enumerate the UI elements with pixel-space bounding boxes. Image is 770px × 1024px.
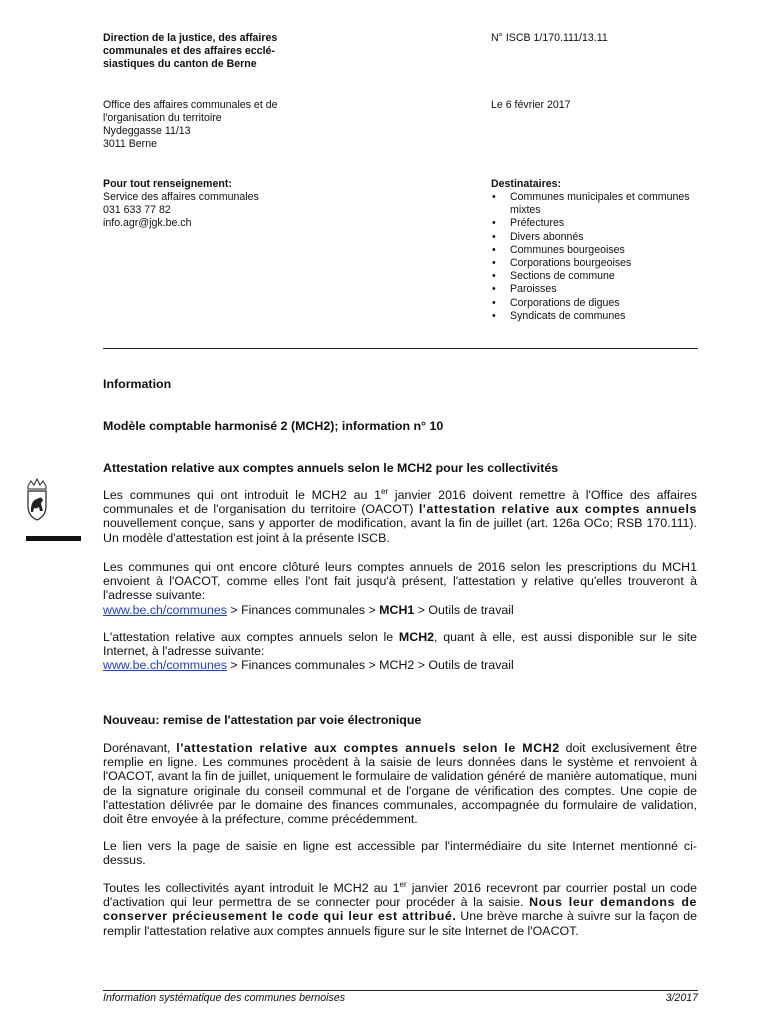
canton-bern-crest-icon [26, 478, 48, 522]
paragraph-activation-code [103, 881, 697, 938]
text: nouvellement conçue, sans y apporter de modification, avant la fin de juillet (art. 126a OCo; RSB 170.111). Un modèle d'attestation est joint à la présente ISCB. [103, 516, 697, 545]
text: Une brève marche à suivre sur la façon de remplir l'attestation relative aux comptes annuels figure sur le site Internet de l'OACOT. [103, 909, 697, 938]
contact-phone: 031 633 77 82 [103, 204, 171, 216]
text: Dorénavant, [103, 741, 177, 755]
text: janvier 2016 doivent remettre à l'Office des affaires communales et de l'organisation du territoire (OACOT) [103, 488, 697, 517]
contact-service: Service des affaires communales [103, 191, 259, 203]
text: Les communes qui ont introduit le MCH2 au 1 [103, 488, 382, 502]
sender-line: siastiques du canton de Berne [103, 58, 257, 70]
paragraph-link-info [103, 839, 697, 867]
recipient-item: • Communes municipales et communes [491, 191, 721, 204]
recipient-item: • Divers abonnés [491, 231, 721, 244]
office-line: l'organisation du territoire [103, 112, 222, 124]
text: > Outils de travail [414, 602, 514, 617]
recipient-item: • Corporations de digues [491, 297, 721, 310]
recipient-item: • Syndicats de communes [491, 310, 721, 323]
section-heading-nouveau: Nouveau: remise de l'attestation par voie électronique [103, 713, 422, 727]
reference-number: N° ISCB 1/170.111/13.11 [491, 32, 608, 44]
section-heading-information: Information [103, 377, 172, 391]
emphasis: MCH1 [379, 602, 415, 617]
contact-title: Pour tout renseignement: [103, 178, 232, 190]
section-heading-model: Modèle comptable harmonisé 2 (MCH2); information n° 10 [103, 419, 444, 433]
office-address [103, 99, 333, 151]
text: > Finances communales > [226, 602, 380, 617]
text: Le lien vers la page de saisie en ligne est accessible par l'intermédiaire du site Internet mentionné ci-dessus. [103, 839, 697, 868]
header-divider [103, 348, 698, 349]
paragraph-intro [103, 488, 697, 545]
text: Toutes les collectivités ayant introduit le MCH2 au 1 [103, 881, 400, 895]
sender-line: Direction de la justice, des affaires [103, 32, 278, 44]
recipients-block [491, 178, 721, 323]
text: L'attestation relative aux comptes annuels selon le [103, 630, 399, 644]
contact-email: info.agr@jgk.be.ch [103, 217, 192, 229]
recipient-item: • Corporations bourgeoises [491, 257, 721, 270]
text: > Finances communales > MCH2 > Outils de travail [226, 658, 514, 673]
recipient-item: • Sections de commune [491, 270, 721, 283]
emphasis: Nous leur demandons de conserver précieusement le code qui leur est attribué. [103, 895, 697, 924]
emphasis: l'attestation relative aux comptes annuels [418, 502, 697, 517]
recipient-item: • Paroisses [491, 283, 721, 296]
text: doit exclusivement être remplie en ligne. Les communes procèdent à la saisie de leurs données dans le système et renvoient à l'OACOT, avant la fin de juillet, uniquement le formulaire de validation généré de manière automatique, muni de la signature originale du conseil communal et de l'organe de vérification des comptes. Une copie de l'attestation délivrée par le domaine des finances communales, accompagnée du formulaire de validation, doit être envoyée à la préfecture, comme précédemment. [103, 741, 697, 827]
text: Les communes qui ont encore clôturé leurs comptes annuels de 2016 selon les prescriptions du MCH1 envoient à l'OACOT, comme elles l'ont fait jusqu'à présent, l'attestation y relative qu'elles trouveront à l'adresse suivante: [103, 560, 697, 603]
paragraph-electronic [103, 741, 697, 826]
footer-issue: 3/2017 [665, 992, 698, 1004]
recipient-item: • Communes bourgeoises [491, 244, 721, 257]
communes-link[interactable]: www.be.ch/communes [103, 602, 227, 617]
text: , quant à elle, est aussi disponible sur le site Internet, à l'adresse suivante: [103, 630, 698, 659]
footer-title: Information systématique des communes bernoises [103, 992, 346, 1004]
section-heading-attestation: Attestation relative aux comptes annuels selon le MCH2 pour les collectivités [103, 461, 559, 475]
sender-block [103, 32, 333, 71]
superscript: er [399, 880, 407, 889]
recipients-list [491, 191, 721, 323]
text: janvier 2016 recevront par courrier postal un code d'activation qui leur permettra de se connecter pour procéder à la saisie. [103, 881, 697, 910]
emphasis: MCH2 [398, 630, 435, 644]
sender-line: communales et des affaires ecclé- [103, 45, 275, 57]
communes-link[interactable]: www.be.ch/communes [103, 658, 227, 673]
crest-bar [26, 536, 81, 541]
office-line: 3011 Berne [103, 138, 157, 150]
recipient-item: • Préfectures [491, 217, 721, 230]
office-line: Office des affaires communales et de [103, 99, 278, 111]
office-line: Nydeggasse 11/13 [103, 125, 191, 137]
footer-divider [103, 990, 698, 991]
letter-date: Le 6 février 2017 [491, 99, 571, 111]
paragraph-mch1 [103, 560, 697, 617]
superscript: er [381, 487, 389, 496]
recipients-title: Destinataires: [491, 178, 562, 190]
contact-block [103, 178, 343, 230]
emphasis: l'attestation relative aux comptes annuels selon le MCH2 [176, 741, 560, 755]
recipient-item-continuation: mixtes [510, 204, 541, 217]
paragraph-mch2 [103, 630, 697, 673]
